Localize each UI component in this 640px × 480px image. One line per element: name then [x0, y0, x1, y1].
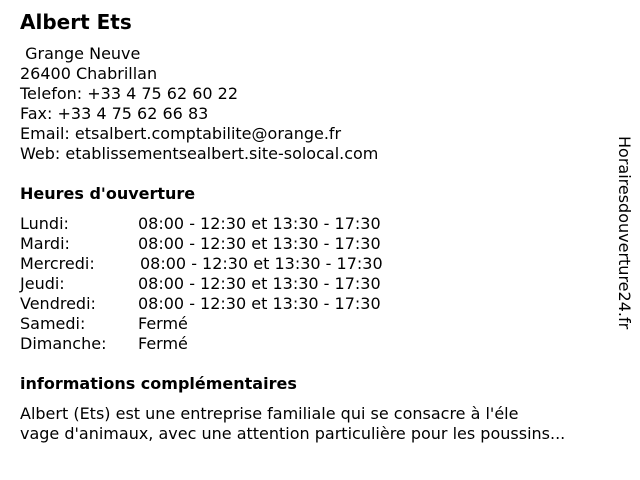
day-label: Mardi: [20, 234, 70, 253]
info-line: vage d'animaux, avec une attention particulière pour les poussins... [20, 424, 566, 443]
fax-number: Fax: +33 4 75 62 66 83 [20, 104, 209, 123]
day-hours: Fermé [138, 314, 188, 333]
day-hours: 08:00 - 12:30 et 13:30 - 17:30 [138, 234, 381, 253]
contact-block [20, 44, 378, 164]
day-hours: 08:00 - 12:30 et 13:30 - 17:30 [138, 294, 381, 313]
site-watermark: Horairesdouverture24.fr [615, 136, 634, 330]
day-hours: Fermé [138, 334, 188, 353]
phone-number: Telefon: +33 4 75 62 60 22 [20, 84, 239, 103]
day-label: Samedi: [20, 314, 86, 333]
website: Web: etablissementsealbert.site-solocal.com [20, 144, 379, 163]
day-label: Jeudi: [20, 274, 65, 293]
info-line: Albert (Ets) est une entreprise familiale qui se consacre à l'éle [20, 404, 519, 423]
day-label: Vendredi: [20, 294, 96, 313]
additional-info-heading: informations complémentaires [20, 374, 297, 393]
opening-hours-heading: Heures d'ouverture [20, 184, 196, 203]
business-name: Albert Ets [20, 10, 132, 34]
street-address: Grange Neuve [20, 44, 141, 63]
additional-info-text [20, 404, 620, 444]
postal-city: 26400 Chabrillan [20, 64, 158, 83]
day-label: Dimanche: [20, 334, 107, 353]
day-hours: 08:00 - 12:30 et 13:30 - 17:30 [138, 214, 381, 233]
day-hours: 08:00 - 12:30 et 13:30 - 17:30 [138, 274, 381, 293]
day-label: Mercredi: [20, 254, 95, 273]
day-hours: 08:00 - 12:30 et 13:30 - 17:30 [140, 254, 383, 273]
day-label: Lundi: [20, 214, 69, 233]
email-address: Email: etsalbert.comptabilite@orange.fr [20, 124, 342, 143]
